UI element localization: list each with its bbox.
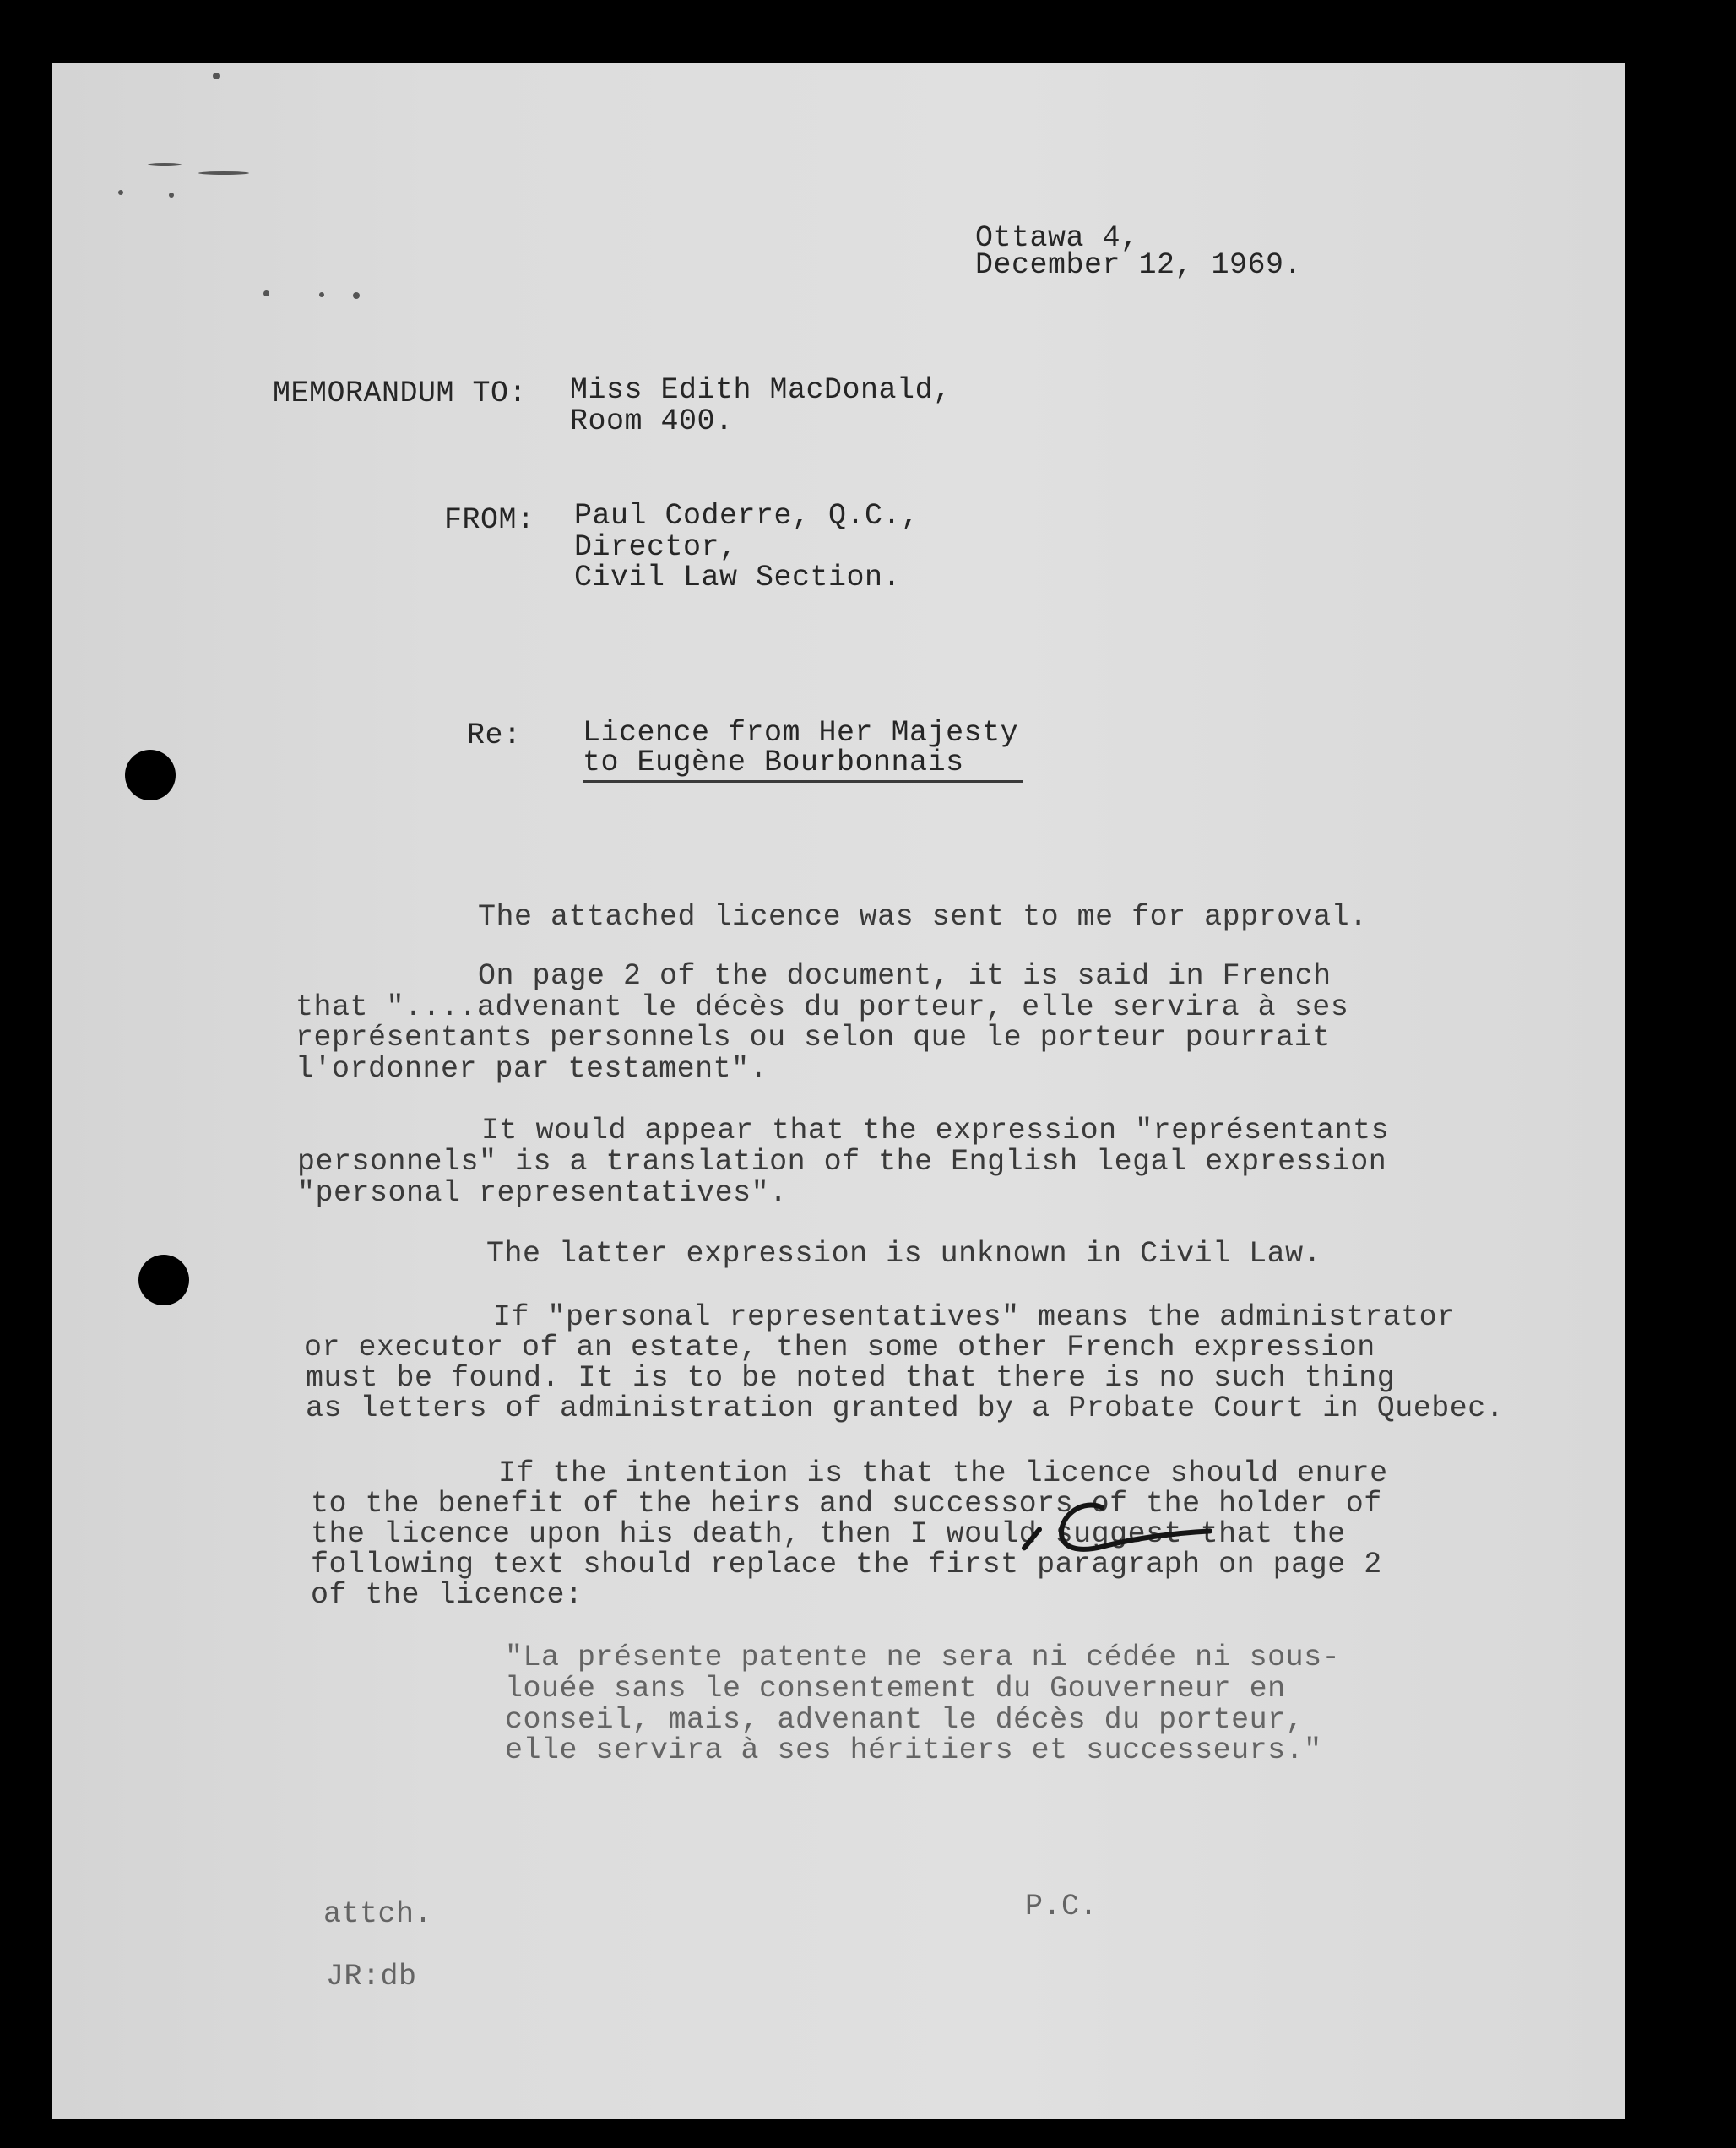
quote-line: louée sans le consentement du Gouverneur en [505,1672,1286,1706]
paragraph-4-line: The latter expression is unknown in Civil Law. [486,1237,1322,1271]
speck [319,292,324,297]
recipient-name: Miss Edith MacDonald, [570,373,952,407]
speck [169,193,174,198]
sender-name: Paul Coderre, Q.C., [574,499,920,533]
recipient-room: Room 400. [570,404,734,438]
sender-section: Civil Law Section. [574,561,902,594]
place-line: Ottawa 4, [975,221,1139,255]
quote-line: elle servira à ses héritiers et successeurs." [505,1733,1322,1767]
memorandum-to-label: MEMORANDUM TO: [273,377,528,410]
subject-line-1: Licence from Her Majesty [583,716,1019,750]
memo-page [52,63,1625,2119]
paragraph-5-line: must be found. It is to be noted that there is no such thing [306,1361,1396,1395]
from-label: FROM: [444,503,535,537]
paragraph-6-line: If the intention is that the licence should enure [498,1456,1388,1490]
paragraph-6-line: of the licence: [311,1578,583,1612]
paragraph-5-line: If "personal representatives" means the administrator [493,1300,1456,1334]
paragraph-5-line: as letters of administration granted by a Probate Court in Quebec. [306,1391,1505,1425]
signature-initials: P.C. [1025,1890,1099,1923]
re-label: Re: [467,719,522,752]
paragraph-3-line: "personal representatives". [297,1176,788,1210]
paragraph-6-line: the licence upon his death, then I would suggest that the [311,1517,1346,1551]
speck [118,190,123,195]
handwritten-signature [1009,1489,1229,1565]
paragraph-2-line: l'ordonner par testament". [296,1052,768,1086]
paragraph-5-line: or executor of an estate, then some other French expression [304,1331,1375,1364]
paragraph-1-line: The attached licence was sent to me for approval. [478,900,1368,934]
reference-initials: JR:db [326,1960,417,1993]
sender-title: Director, [574,530,738,564]
punch-hole-upper [125,750,176,800]
enclosure-note: attch. [323,1897,433,1931]
paragraph-2-line: représentants personnels ou selon que le porteur pourrait [296,1021,1331,1055]
quote-line: "La présente patente ne sera ni cédée ni sous- [505,1641,1341,1674]
paragraph-2-line: that "....advenant le décès du porteur, elle servira à ses [296,990,1349,1024]
speck [353,292,360,299]
paragraph-3-line: personnels" is a translation of the English legal expression [297,1145,1387,1179]
subject-line-2: to Eugène Bourbonnais [583,747,1023,783]
speck [148,163,182,166]
quote-line: conseil, mais, advenant le décès du porteur, [505,1703,1305,1737]
speck [263,290,269,296]
punch-hole-lower [138,1255,189,1305]
speck [198,171,249,175]
date-line: December 12, 1969. [975,248,1303,282]
paragraph-6-line: following text should replace the first paragraph on page 2 [311,1548,1382,1581]
paragraph-3-line: It would appear that the expression "représentants [481,1114,1390,1147]
speck [213,73,220,79]
paragraph-6-line: to the benefit of the heirs and successors of the holder of [311,1487,1382,1521]
paragraph-2-line: On page 2 of the document, it is said in French [478,959,1332,993]
